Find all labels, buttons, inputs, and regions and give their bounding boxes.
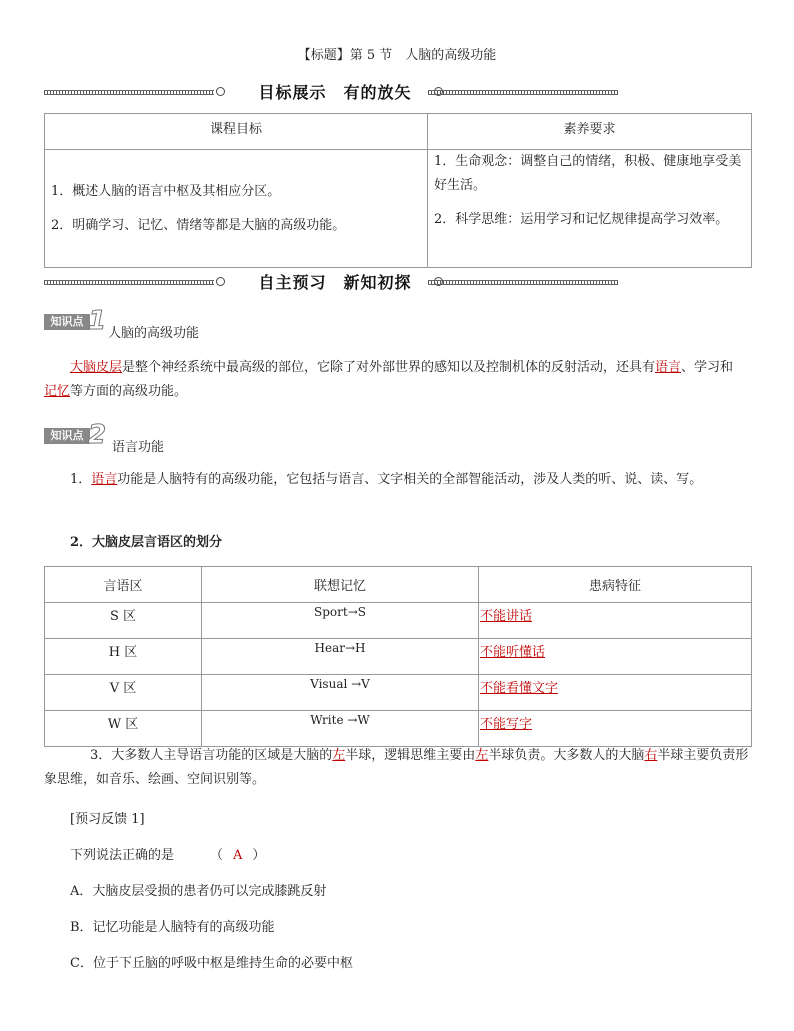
paragraph-text: 、学习和: [681, 360, 734, 375]
table-row: [45, 675, 752, 711]
table-row: [45, 711, 752, 747]
symptom-cell: 不能写字: [480, 717, 533, 732]
symptom-cell: 不能讲话: [480, 609, 533, 624]
goal-item: 1．概述人脑的语言中枢及其相应分区。: [51, 183, 281, 199]
answer-blank: 左: [332, 748, 346, 763]
goals-header: 课程目标: [45, 114, 428, 150]
paragraph-text: 3．大多数人主导语言功能的区域是大脑的: [90, 748, 333, 763]
badge-label: 知识点: [44, 428, 90, 444]
paragraph-hemisphere: [44, 744, 756, 792]
divider: [44, 90, 214, 95]
area-cell: V 区: [45, 675, 202, 711]
answer-blank: 右: [644, 748, 658, 763]
answer-blank: 记忆: [44, 384, 71, 399]
badge-number: 1: [88, 306, 107, 336]
answer-blank: 左: [475, 748, 489, 763]
divider: [428, 280, 618, 285]
option-b: B．记忆功能是人脑特有的高级功能: [70, 920, 275, 935]
memo-cell: Visual →V: [202, 675, 479, 711]
requirement-item: 1．生命观念：调整自己的情绪，积极、健康地享受美好生活。: [434, 154, 742, 193]
speech-area-table: [44, 566, 752, 747]
memo-cell: Write →W: [202, 711, 479, 747]
area-cell: W 区: [45, 711, 202, 747]
subheading-speech-areas: 2．大脑皮层言语区的划分: [70, 535, 223, 550]
memo-cell: Hear→H: [202, 639, 479, 675]
badge-label: 知识点: [44, 314, 90, 330]
option-c: C．位于下丘脑的呼吸中枢是维持生命的必要中枢: [70, 956, 353, 971]
paragraph-text: 是整个神经系统中最高级的部位，它除了对外部世界的感知以及控制机体的反射活动，还具有: [122, 360, 656, 375]
knowledge-heading: 人脑的高级功能: [108, 326, 200, 341]
knowledge-badge-2: [44, 420, 107, 450]
paragraph-text: 半球负责。大多数人的大脑: [488, 748, 645, 763]
bullet-icon: [216, 277, 225, 286]
table-header: 言语区: [45, 567, 202, 603]
symptom-cell: 不能听懂话: [480, 645, 546, 660]
answer-blank: 大脑皮层: [70, 360, 123, 375]
section-bar-preview: [44, 270, 618, 292]
page-title: 【标题】第 5 节 人脑的高级功能: [297, 48, 497, 63]
symptom-cell: 不能看懂文字: [480, 681, 559, 696]
paragraph-k2-1: [44, 468, 744, 492]
section-title: 目标展示 有的放矢: [258, 83, 412, 102]
feedback-label: [预习反馈 1]: [70, 812, 145, 827]
knowledge-badge-1: [44, 306, 107, 336]
section-bar-goals: [44, 80, 618, 102]
paren: （: [210, 848, 224, 863]
requirements-cell: [428, 150, 752, 268]
goals-table: [44, 113, 752, 268]
paragraph-text: 半球主要负责形象思维，如音乐、绘画、空间识别等。: [44, 748, 749, 787]
paragraph-text: 1．: [70, 472, 92, 487]
memo-cell: Sport→S: [202, 603, 479, 639]
requirements-header: 素养要求: [428, 114, 752, 150]
goals-cell: [45, 150, 428, 268]
divider: [428, 90, 618, 95]
area-cell: S 区: [45, 603, 202, 639]
requirement-item: 2．科学思维：运用学习和记忆规律提高学习效率。: [434, 212, 729, 227]
answer: A: [233, 848, 243, 863]
badge-number: 2: [88, 420, 107, 450]
table-row: [45, 639, 752, 675]
paragraph-text: 等方面的高级功能。: [70, 384, 188, 399]
paren: ）: [252, 848, 266, 863]
goal-item: 2．明确学习、记忆、情绪等都是大脑的高级功能。: [51, 217, 346, 233]
answer-blank: 语言: [91, 472, 118, 487]
table-header: 联想记忆: [202, 567, 479, 603]
table-row: [45, 603, 752, 639]
question-text: 下列说法正确的是: [70, 848, 175, 863]
option-a: A．大脑皮层受损的患者仍可以完成膝跳反射: [70, 884, 327, 899]
question: [70, 844, 265, 863]
divider: [44, 280, 214, 285]
paragraph-text: 功能是人脑特有的高级功能，它包括与语言、文字相关的全部智能活动，涉及人类的听、说、读、写。: [117, 472, 703, 487]
area-cell: H 区: [45, 639, 202, 675]
paragraph-text: 半球，逻辑思维主要由: [345, 748, 476, 763]
paragraph-k1: [44, 356, 744, 404]
answer-blank: 语言: [655, 360, 682, 375]
bullet-icon: [216, 87, 225, 96]
knowledge-heading: 语言功能: [112, 440, 165, 455]
table-header: 患病特征: [479, 567, 752, 603]
section-title: 自主预习 新知初探: [258, 273, 412, 292]
